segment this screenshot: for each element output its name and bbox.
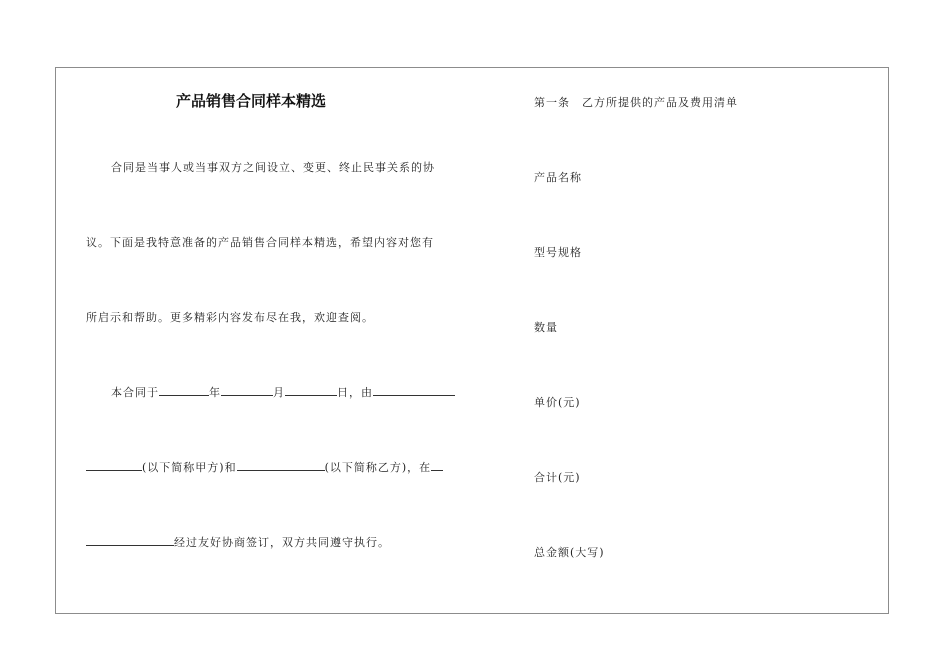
blank-party-a-start[interactable] xyxy=(373,385,455,396)
contract-signing-line xyxy=(86,534,390,550)
blank-party-a[interactable] xyxy=(86,460,142,471)
party-a-label: (以下简称甲方)和 xyxy=(142,461,237,474)
paragraph-intro-line-2: 议。下面是我特意准备的产品销售合同样本精选，希望内容对您有 xyxy=(86,236,434,249)
signing-text: 经过友好协商签订，双方共同遵守执行。 xyxy=(174,536,390,549)
field-product-name: 产品名称 xyxy=(534,171,582,184)
blank-place[interactable] xyxy=(86,535,174,546)
blank-place-start[interactable] xyxy=(431,460,443,471)
field-quantity: 数量 xyxy=(534,321,558,334)
day-label: 日，由 xyxy=(337,386,373,399)
field-unit-price: 单价(元) xyxy=(534,396,581,409)
paragraph-intro-line-3: 所启示和帮助。更多精彩内容发布尽在我，欢迎查阅。 xyxy=(86,311,374,324)
field-model-spec: 型号规格 xyxy=(534,246,582,259)
article-1-heading: 第一条 乙方所提供的产品及费用清单 xyxy=(534,96,738,109)
document-page xyxy=(55,67,889,614)
field-total-amount: 总金额(大写) xyxy=(534,546,605,559)
paragraph-intro-line-1: 合同是当事人或当事双方之间设立、变更、终止民事关系的协 xyxy=(111,161,435,174)
party-b-label: (以下简称乙方)，在 xyxy=(324,461,432,474)
blank-month[interactable] xyxy=(221,385,273,396)
blank-day[interactable] xyxy=(285,385,337,396)
contract-parties-line xyxy=(86,459,443,475)
document-title: 产品销售合同样本精选 xyxy=(176,92,327,110)
month-label: 月 xyxy=(273,386,285,399)
year-label: 年 xyxy=(209,386,221,399)
blank-party-b[interactable] xyxy=(237,460,325,471)
blank-year[interactable] xyxy=(159,385,209,396)
contract-date-line xyxy=(111,384,455,400)
field-subtotal: 合计(元) xyxy=(534,471,581,484)
contract-date-prefix: 本合同于 xyxy=(111,386,159,399)
